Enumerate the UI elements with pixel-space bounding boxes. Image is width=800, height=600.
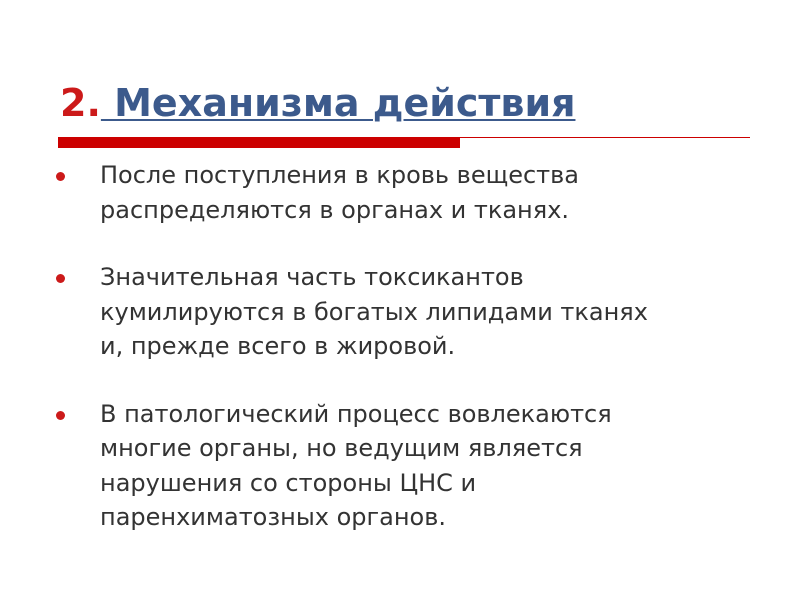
bullet-item-2 [54,260,774,364]
bullet-line: нарушения со стороны ЦНС и [100,468,477,497]
title-number: 2. [60,81,101,125]
bullet-line: В патологический процесс вовлекаются [100,399,612,428]
bullet-line: Значительная часть токсикантов [100,263,524,291]
bullet-line: многие органы, но ведущим является [100,434,583,462]
bullet-item-3 [54,397,774,535]
bullet-dot-icon [56,274,65,283]
bullet-line: распределяются в органах и тканях. [100,195,570,224]
bullet-item-1 [54,158,774,227]
bullet-line: кумилируются в богатых липидами тканях [100,297,648,326]
title-accent-line [460,137,750,138]
bullet-list [54,158,774,568]
slide-title [60,78,575,128]
title-text: Механизма действия [100,81,576,125]
bullet-dot-icon [56,172,65,181]
title-accent-bar [58,137,460,148]
bullet-dot-icon [56,411,65,420]
bullet-line: и, прежде всего в жировой. [100,332,456,360]
bullet-line: паренхиматозных органов. [100,503,446,531]
bullet-line: После поступления в кровь вещества [100,161,579,189]
